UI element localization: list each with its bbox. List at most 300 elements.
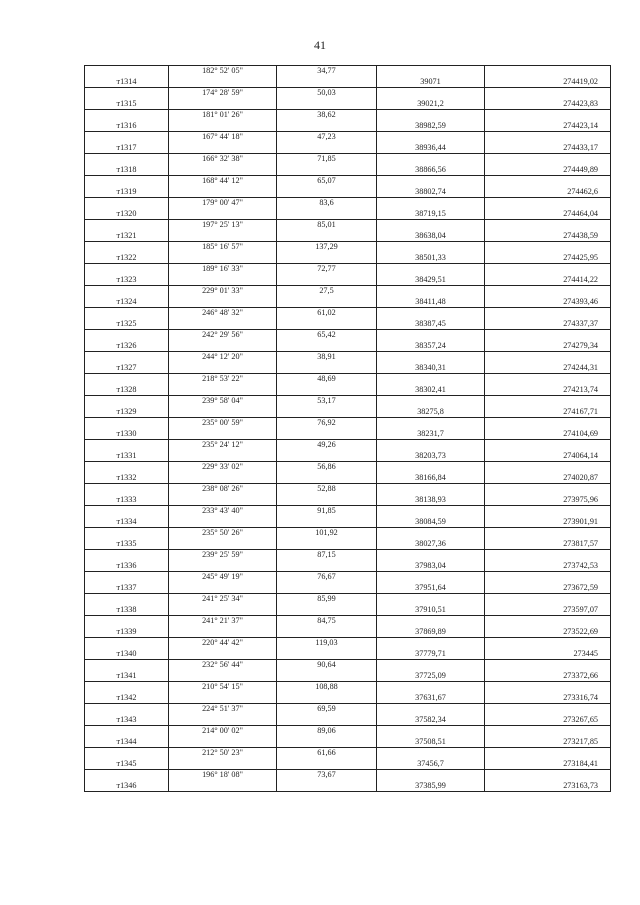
x-coordinate-cell [377, 396, 485, 407]
angle-cell: 244° 12' 20" [169, 352, 277, 363]
point-row [85, 473, 611, 484]
segment-row [85, 594, 611, 605]
angle-cell: 246° 48' 32" [169, 308, 277, 319]
length-cell [277, 517, 377, 528]
y-coordinate-cell [485, 242, 611, 253]
y-coordinate-cell: 273901,91 [485, 517, 611, 528]
angle-cell: 239° 25' 59" [169, 550, 277, 561]
y-coordinate-cell: 274464,04 [485, 209, 611, 220]
angle-cell [169, 605, 277, 616]
angle-cell: 197° 25' 13" [169, 220, 277, 231]
point-name-cell [85, 176, 169, 187]
x-coordinate-cell [377, 572, 485, 583]
length-cell: 73,67 [277, 770, 377, 781]
y-coordinate-cell [485, 264, 611, 275]
segment-row [85, 616, 611, 627]
length-cell [277, 77, 377, 88]
angle-cell: 196° 18' 08" [169, 770, 277, 781]
y-coordinate-cell: 273742,53 [485, 561, 611, 572]
point-name-cell [85, 286, 169, 297]
length-cell [277, 495, 377, 506]
length-cell: 50,03 [277, 88, 377, 99]
length-cell [277, 143, 377, 154]
point-name-cell: т1340 [85, 649, 169, 660]
segment-row [85, 154, 611, 165]
x-coordinate-cell [377, 528, 485, 539]
segment-row [85, 264, 611, 275]
segment-row [85, 110, 611, 121]
length-cell: 90,64 [277, 660, 377, 671]
x-coordinate-cell [377, 748, 485, 759]
x-coordinate-cell: 37725,09 [377, 671, 485, 682]
y-coordinate-cell: 273975,96 [485, 495, 611, 506]
point-name-cell: т1341 [85, 671, 169, 682]
point-name-cell [85, 726, 169, 737]
length-cell: 38,91 [277, 352, 377, 363]
point-row [85, 77, 611, 88]
y-coordinate-cell: 273672,59 [485, 583, 611, 594]
length-cell [277, 627, 377, 638]
angle-cell [169, 143, 277, 154]
angle-cell [169, 407, 277, 418]
length-cell [277, 759, 377, 770]
length-cell: 38,62 [277, 110, 377, 121]
point-row [85, 121, 611, 132]
length-cell [277, 319, 377, 330]
point-name-cell [85, 660, 169, 671]
point-name-cell: т1324 [85, 297, 169, 308]
segment-row [85, 484, 611, 495]
length-cell [277, 737, 377, 748]
segment-row [85, 66, 611, 77]
segment-row [85, 638, 611, 649]
point-name-cell [85, 462, 169, 473]
x-coordinate-cell [377, 660, 485, 671]
x-coordinate-cell [377, 220, 485, 231]
point-row [85, 583, 611, 594]
point-name-cell: т1327 [85, 363, 169, 374]
x-coordinate-cell: 37779,71 [377, 649, 485, 660]
point-name-cell: т1338 [85, 605, 169, 616]
angle-cell: 235° 24' 12" [169, 440, 277, 451]
y-coordinate-cell [485, 374, 611, 385]
y-coordinate-cell [485, 220, 611, 231]
angle-cell: 224° 51' 37" [169, 704, 277, 715]
y-coordinate-cell: 273522,69 [485, 627, 611, 638]
point-name-cell: т1343 [85, 715, 169, 726]
y-coordinate-cell [485, 660, 611, 671]
point-row [85, 627, 611, 638]
point-row [85, 143, 611, 154]
point-name-cell: т1333 [85, 495, 169, 506]
segment-row [85, 88, 611, 99]
segment-row [85, 132, 611, 143]
x-coordinate-cell: 38084,59 [377, 517, 485, 528]
y-coordinate-cell [485, 770, 611, 781]
angle-cell [169, 341, 277, 352]
length-cell [277, 539, 377, 550]
point-name-cell: т1325 [85, 319, 169, 330]
length-cell: 89,06 [277, 726, 377, 737]
angle-cell [169, 275, 277, 286]
x-coordinate-cell: 38231,7 [377, 429, 485, 440]
angle-cell [169, 539, 277, 550]
length-cell: 61,02 [277, 308, 377, 319]
point-row [85, 693, 611, 704]
x-coordinate-cell: 38411,48 [377, 297, 485, 308]
segment-row [85, 726, 611, 737]
point-row [85, 715, 611, 726]
angle-cell [169, 165, 277, 176]
y-coordinate-cell: 274425,95 [485, 253, 611, 264]
y-coordinate-cell: 274020,87 [485, 473, 611, 484]
point-name-cell: т1317 [85, 143, 169, 154]
y-coordinate-cell: 273597,07 [485, 605, 611, 616]
point-name-cell: т1328 [85, 385, 169, 396]
point-row [85, 539, 611, 550]
x-coordinate-cell: 38936,44 [377, 143, 485, 154]
point-name-cell [85, 594, 169, 605]
length-cell [277, 583, 377, 594]
y-coordinate-cell: 273372,66 [485, 671, 611, 682]
angle-cell [169, 253, 277, 264]
point-row [85, 297, 611, 308]
angle-cell [169, 759, 277, 770]
angle-cell: 210° 54' 15" [169, 682, 277, 693]
point-row [85, 187, 611, 198]
y-coordinate-cell: 274423,14 [485, 121, 611, 132]
angle-cell [169, 671, 277, 682]
length-cell [277, 385, 377, 396]
length-cell [277, 715, 377, 726]
angle-cell [169, 737, 277, 748]
point-name-cell [85, 220, 169, 231]
y-coordinate-cell [485, 748, 611, 759]
x-coordinate-cell: 39021,2 [377, 99, 485, 110]
x-coordinate-cell [377, 418, 485, 429]
angle-cell: 179° 00' 47" [169, 198, 277, 209]
page-number: 41 [314, 38, 326, 52]
angle-cell [169, 121, 277, 132]
length-cell [277, 605, 377, 616]
y-coordinate-cell: 274104,69 [485, 429, 611, 440]
point-name-cell [85, 572, 169, 583]
point-name-cell [85, 264, 169, 275]
angle-cell [169, 693, 277, 704]
point-name-cell: т1334 [85, 517, 169, 528]
point-row [85, 319, 611, 330]
point-name-cell: т1335 [85, 539, 169, 550]
x-coordinate-cell [377, 198, 485, 209]
angle-cell: 166° 32' 38" [169, 154, 277, 165]
angle-cell [169, 231, 277, 242]
length-cell [277, 187, 377, 198]
x-coordinate-cell: 38138,93 [377, 495, 485, 506]
x-coordinate-cell [377, 440, 485, 451]
point-name-cell [85, 484, 169, 495]
x-coordinate-cell [377, 308, 485, 319]
angle-cell: 185° 16' 57" [169, 242, 277, 253]
segment-row [85, 462, 611, 473]
y-coordinate-cell: 274462,6 [485, 187, 611, 198]
segment-row [85, 374, 611, 385]
point-row [85, 781, 611, 792]
point-name-cell [85, 748, 169, 759]
y-coordinate-cell [485, 462, 611, 473]
length-cell: 65,42 [277, 330, 377, 341]
segment-row [85, 396, 611, 407]
y-coordinate-cell [485, 88, 611, 99]
x-coordinate-cell [377, 506, 485, 517]
length-cell [277, 121, 377, 132]
x-coordinate-cell: 38982,59 [377, 121, 485, 132]
length-cell [277, 99, 377, 110]
point-row [85, 363, 611, 374]
length-cell: 101,92 [277, 528, 377, 539]
x-coordinate-cell: 37869,89 [377, 627, 485, 638]
y-coordinate-cell [485, 594, 611, 605]
segment-row [85, 572, 611, 583]
length-cell: 76,67 [277, 572, 377, 583]
y-coordinate-cell: 274279,34 [485, 341, 611, 352]
y-coordinate-cell [485, 110, 611, 121]
point-name-cell: т1315 [85, 99, 169, 110]
y-coordinate-cell [485, 352, 611, 363]
x-coordinate-cell: 38802,74 [377, 187, 485, 198]
y-coordinate-cell [485, 638, 611, 649]
point-name-cell [85, 132, 169, 143]
point-row [85, 165, 611, 176]
point-name-cell: т1320 [85, 209, 169, 220]
angle-cell: 167° 44' 18" [169, 132, 277, 143]
y-coordinate-cell [485, 704, 611, 715]
point-row [85, 671, 611, 682]
y-coordinate-cell [485, 154, 611, 165]
length-cell: 84,75 [277, 616, 377, 627]
length-cell [277, 363, 377, 374]
point-row [85, 275, 611, 286]
angle-cell: 218° 53' 22" [169, 374, 277, 385]
point-name-cell: т1326 [85, 341, 169, 352]
point-row [85, 451, 611, 462]
point-row [85, 759, 611, 770]
y-coordinate-cell [485, 616, 611, 627]
y-coordinate-cell [485, 484, 611, 495]
angle-cell: 238° 08' 26" [169, 484, 277, 495]
x-coordinate-cell: 38027,36 [377, 539, 485, 550]
y-coordinate-cell: 274438,59 [485, 231, 611, 242]
angle-cell: 229° 33' 02" [169, 462, 277, 473]
segment-row [85, 176, 611, 187]
x-coordinate-cell [377, 264, 485, 275]
point-name-cell: т1342 [85, 693, 169, 704]
point-row [85, 495, 611, 506]
y-coordinate-cell [485, 132, 611, 143]
x-coordinate-cell: 38387,45 [377, 319, 485, 330]
length-cell [277, 209, 377, 220]
point-name-cell [85, 66, 169, 77]
angle-cell [169, 517, 277, 528]
y-coordinate-cell [485, 198, 611, 209]
length-cell: 52,88 [277, 484, 377, 495]
segment-row [85, 418, 611, 429]
point-name-cell: т1337 [85, 583, 169, 594]
angle-cell: 182° 52' 05" [169, 66, 277, 77]
x-coordinate-cell [377, 484, 485, 495]
point-name-cell [85, 638, 169, 649]
angle-cell [169, 473, 277, 484]
x-coordinate-cell [377, 176, 485, 187]
x-coordinate-cell [377, 286, 485, 297]
x-coordinate-cell [377, 154, 485, 165]
y-coordinate-cell [485, 440, 611, 451]
angle-cell: 242° 29' 56" [169, 330, 277, 341]
y-coordinate-cell: 274423,83 [485, 99, 611, 110]
point-row [85, 737, 611, 748]
point-name-cell: т1329 [85, 407, 169, 418]
point-name-cell [85, 704, 169, 715]
angle-cell [169, 451, 277, 462]
point-name-cell [85, 396, 169, 407]
angle-cell: 220° 44' 42" [169, 638, 277, 649]
x-coordinate-cell: 38340,31 [377, 363, 485, 374]
length-cell [277, 165, 377, 176]
length-cell [277, 253, 377, 264]
x-coordinate-cell [377, 110, 485, 121]
length-cell: 71,85 [277, 154, 377, 165]
x-coordinate-cell: 38429,51 [377, 275, 485, 286]
angle-cell: 232° 56' 44" [169, 660, 277, 671]
x-coordinate-cell: 39071 [377, 77, 485, 88]
angle-cell [169, 297, 277, 308]
segment-row [85, 704, 611, 715]
angle-cell [169, 187, 277, 198]
point-name-cell [85, 528, 169, 539]
y-coordinate-cell: 273817,57 [485, 539, 611, 550]
x-coordinate-cell: 37508,51 [377, 737, 485, 748]
point-name-cell [85, 418, 169, 429]
point-name-cell [85, 550, 169, 561]
length-cell: 119,03 [277, 638, 377, 649]
point-name-cell: т1345 [85, 759, 169, 770]
y-coordinate-cell: 274414,22 [485, 275, 611, 286]
segment-row [85, 770, 611, 781]
y-coordinate-cell [485, 528, 611, 539]
x-coordinate-cell [377, 638, 485, 649]
point-name-cell: т1331 [85, 451, 169, 462]
x-coordinate-cell [377, 726, 485, 737]
x-coordinate-cell: 38302,41 [377, 385, 485, 396]
length-cell [277, 231, 377, 242]
x-coordinate-cell [377, 462, 485, 473]
length-cell: 65,07 [277, 176, 377, 187]
y-coordinate-cell [485, 550, 611, 561]
point-name-cell: т1316 [85, 121, 169, 132]
segment-row [85, 440, 611, 451]
y-coordinate-cell [485, 308, 611, 319]
length-cell: 91,85 [277, 506, 377, 517]
y-coordinate-cell [485, 396, 611, 407]
length-cell [277, 671, 377, 682]
angle-cell: 214° 00' 02" [169, 726, 277, 737]
angle-cell: 235° 00' 59" [169, 418, 277, 429]
point-row [85, 253, 611, 264]
length-cell [277, 473, 377, 484]
y-coordinate-cell: 274337,37 [485, 319, 611, 330]
point-name-cell: т1332 [85, 473, 169, 484]
angle-cell [169, 583, 277, 594]
point-name-cell [85, 110, 169, 121]
point-name-cell [85, 198, 169, 209]
y-coordinate-cell: 274064,14 [485, 451, 611, 462]
y-coordinate-cell: 274167,71 [485, 407, 611, 418]
coordinates-table [84, 65, 611, 792]
length-cell: 47,23 [277, 132, 377, 143]
point-name-cell [85, 616, 169, 627]
x-coordinate-cell [377, 330, 485, 341]
angle-cell: 241° 21' 37" [169, 616, 277, 627]
length-cell [277, 429, 377, 440]
x-coordinate-cell: 37983,04 [377, 561, 485, 572]
point-name-cell [85, 330, 169, 341]
segment-row [85, 242, 611, 253]
x-coordinate-cell: 38638,04 [377, 231, 485, 242]
point-name-cell [85, 770, 169, 781]
length-cell [277, 693, 377, 704]
point-row [85, 231, 611, 242]
y-coordinate-cell [485, 418, 611, 429]
x-coordinate-cell: 37582,34 [377, 715, 485, 726]
point-row [85, 341, 611, 352]
angle-cell: 235° 50' 26" [169, 528, 277, 539]
point-name-cell [85, 352, 169, 363]
segment-row [85, 550, 611, 561]
length-cell: 85,99 [277, 594, 377, 605]
x-coordinate-cell [377, 550, 485, 561]
y-coordinate-cell: 273267,65 [485, 715, 611, 726]
point-name-cell: т1346 [85, 781, 169, 792]
angle-cell: 239° 58' 04" [169, 396, 277, 407]
angle-cell [169, 99, 277, 110]
length-cell [277, 407, 377, 418]
x-coordinate-cell: 37910,51 [377, 605, 485, 616]
y-coordinate-cell: 274244,31 [485, 363, 611, 374]
y-coordinate-cell: 274433,17 [485, 143, 611, 154]
length-cell [277, 561, 377, 572]
angle-cell [169, 363, 277, 374]
x-coordinate-cell: 37631,67 [377, 693, 485, 704]
angle-cell: 241° 25' 34" [169, 594, 277, 605]
point-row [85, 561, 611, 572]
x-coordinate-cell [377, 770, 485, 781]
angle-cell [169, 429, 277, 440]
y-coordinate-cell [485, 682, 611, 693]
angle-cell [169, 715, 277, 726]
segment-row [85, 330, 611, 341]
x-coordinate-cell [377, 352, 485, 363]
angle-cell: 174° 28' 59" [169, 88, 277, 99]
segment-row [85, 660, 611, 671]
segment-row [85, 352, 611, 363]
segment-row [85, 682, 611, 693]
x-coordinate-cell [377, 616, 485, 627]
point-name-cell: т1322 [85, 253, 169, 264]
x-coordinate-cell [377, 704, 485, 715]
segment-row [85, 220, 611, 231]
y-coordinate-cell: 273316,74 [485, 693, 611, 704]
point-name-cell: т1319 [85, 187, 169, 198]
angle-cell [169, 561, 277, 572]
